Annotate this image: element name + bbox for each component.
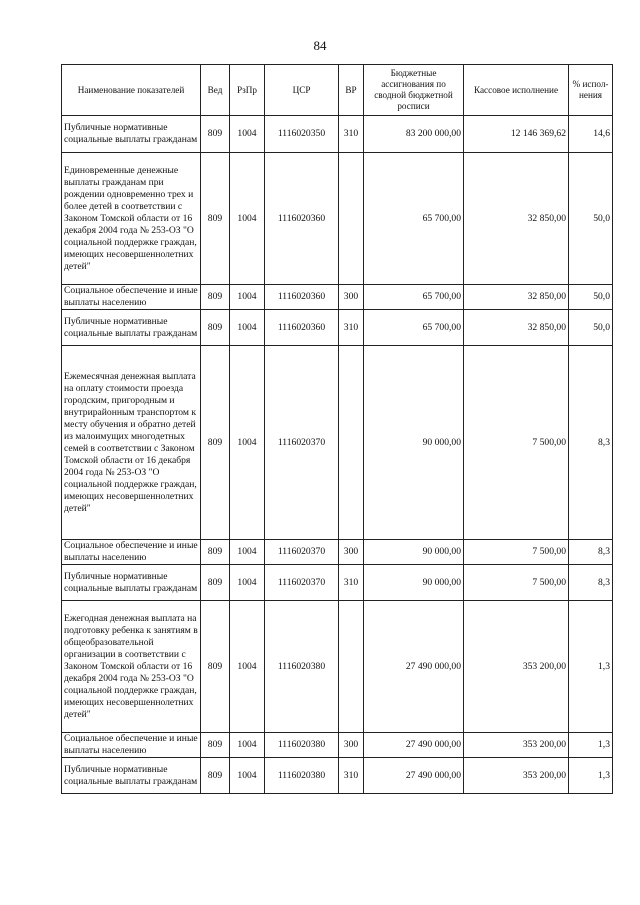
table-row bbox=[62, 733, 613, 758]
cell-cash-execution: 7 500,00 bbox=[464, 540, 569, 565]
cell-name: Социальное обеспечение и иные выплаты населению bbox=[62, 540, 201, 565]
cell-ved: 809 bbox=[201, 310, 230, 346]
cell-rzpr: 1004 bbox=[230, 285, 265, 310]
cell-ved: 809 bbox=[201, 540, 230, 565]
cell-rzpr: 1004 bbox=[230, 540, 265, 565]
cell-rzpr: 1004 bbox=[230, 601, 265, 733]
cell-vr: 310 bbox=[339, 310, 364, 346]
header-percent: % испол-нения bbox=[569, 65, 613, 116]
cell-vr bbox=[339, 153, 364, 285]
cell-cash-execution: 32 850,00 bbox=[464, 285, 569, 310]
table-row bbox=[62, 565, 613, 601]
table-row bbox=[62, 601, 613, 733]
cell-vr bbox=[339, 601, 364, 733]
cell-assignments: 27 490 000,00 bbox=[364, 733, 464, 758]
cell-rzpr: 1004 bbox=[230, 565, 265, 601]
cell-name: Ежегодная денежная выплата на подготовку ребенка к занятиям в общеобразовательной организации в соответствии с Законом Томской области от 16 декабря 2004 года № 253-ОЗ "О социальной поддержке граждан, имеющих несовершеннолетних детей" bbox=[62, 601, 201, 733]
cell-csr: 1116020360 bbox=[265, 285, 339, 310]
cell-cash-execution: 12 146 369,62 bbox=[464, 116, 569, 153]
table-row bbox=[62, 346, 613, 540]
cell-percent: 1,3 bbox=[569, 733, 613, 758]
cell-percent: 8,3 bbox=[569, 565, 613, 601]
cell-csr: 1116020360 bbox=[265, 153, 339, 285]
cell-csr: 1116020360 bbox=[265, 310, 339, 346]
cell-cash-execution: 32 850,00 bbox=[464, 153, 569, 285]
cell-rzpr: 1004 bbox=[230, 310, 265, 346]
cell-percent: 1,3 bbox=[569, 601, 613, 733]
cell-percent: 50,0 bbox=[569, 285, 613, 310]
cell-csr: 1116020380 bbox=[265, 758, 339, 794]
cell-percent: 1,3 bbox=[569, 758, 613, 794]
cell-ved: 809 bbox=[201, 116, 230, 153]
table-header-row bbox=[62, 65, 613, 116]
cell-name: Публичные нормативные социальные выплаты гражданам bbox=[62, 310, 201, 346]
cell-rzpr: 1004 bbox=[230, 116, 265, 153]
cell-ved: 809 bbox=[201, 733, 230, 758]
cell-rzpr: 1004 bbox=[230, 346, 265, 540]
cell-vr: 310 bbox=[339, 758, 364, 794]
header-ved: Вед bbox=[201, 65, 230, 116]
cell-ved: 809 bbox=[201, 346, 230, 540]
cell-percent: 50,0 bbox=[569, 153, 613, 285]
cell-assignments: 83 200 000,00 bbox=[364, 116, 464, 153]
cell-cash-execution: 7 500,00 bbox=[464, 565, 569, 601]
cell-cash-execution: 353 200,00 bbox=[464, 758, 569, 794]
cell-cash-execution: 32 850,00 bbox=[464, 310, 569, 346]
cell-assignments: 27 490 000,00 bbox=[364, 601, 464, 733]
cell-assignments: 90 000,00 bbox=[364, 565, 464, 601]
cell-vr: 310 bbox=[339, 565, 364, 601]
header-cash-execution: Кассовое исполнение bbox=[464, 65, 569, 116]
header-assignments: Бюджетные ассигнования по сводной бюджетной росписи bbox=[364, 65, 464, 116]
cell-ved: 809 bbox=[201, 565, 230, 601]
cell-ved: 809 bbox=[201, 285, 230, 310]
cell-assignments: 65 700,00 bbox=[364, 285, 464, 310]
table-row bbox=[62, 310, 613, 346]
cell-csr: 1116020350 bbox=[265, 116, 339, 153]
table-row bbox=[62, 758, 613, 794]
table-body bbox=[62, 116, 613, 794]
page-number: 84 bbox=[313, 38, 327, 53]
budget-table bbox=[61, 64, 613, 794]
cell-ved: 809 bbox=[201, 601, 230, 733]
cell-percent: 8,3 bbox=[569, 346, 613, 540]
cell-csr: 1116020380 bbox=[265, 733, 339, 758]
cell-assignments: 90 000,00 bbox=[364, 346, 464, 540]
cell-csr: 1116020370 bbox=[265, 540, 339, 565]
header-vr: ВР bbox=[339, 65, 364, 116]
cell-cash-execution: 353 200,00 bbox=[464, 733, 569, 758]
cell-vr: 300 bbox=[339, 540, 364, 565]
cell-rzpr: 1004 bbox=[230, 153, 265, 285]
cell-csr: 1116020380 bbox=[265, 601, 339, 733]
cell-assignments: 27 490 000,00 bbox=[364, 758, 464, 794]
cell-vr bbox=[339, 346, 364, 540]
cell-name: Единовременные денежные выплаты гражданам при рождении одновременно трех и более детей в соответствии с Законом Томской области от 16 декабря 2004 года № 253-ОЗ "О социальной поддержке граждан, имеющих несовершеннолетних детей" bbox=[62, 153, 201, 285]
table-row bbox=[62, 540, 613, 565]
cell-name: Ежемесячная денежная выплата на оплату стоимости проезда городским, пригородным и внутрирайонным транспортом к месту обучения и обратно детей из малоимущих многодетных семей в соответствии с Законом Томской области от 16 декабря 2004 года № 253-ОЗ "О социальной поддержке граждан, имеющих несовершеннолетних детей" bbox=[62, 346, 201, 540]
cell-assignments: 90 000,00 bbox=[364, 540, 464, 565]
table-row bbox=[62, 285, 613, 310]
cell-cash-execution: 353 200,00 bbox=[464, 601, 569, 733]
cell-percent: 14,6 bbox=[569, 116, 613, 153]
cell-percent: 8,3 bbox=[569, 540, 613, 565]
cell-name: Публичные нормативные социальные выплаты гражданам bbox=[62, 758, 201, 794]
cell-vr: 300 bbox=[339, 285, 364, 310]
cell-vr: 300 bbox=[339, 733, 364, 758]
header-rzpr: РзПр bbox=[230, 65, 265, 116]
cell-ved: 809 bbox=[201, 153, 230, 285]
table-row bbox=[62, 153, 613, 285]
header-csr: ЦСР bbox=[265, 65, 339, 116]
cell-csr: 1116020370 bbox=[265, 346, 339, 540]
cell-assignments: 65 700,00 bbox=[364, 153, 464, 285]
cell-name: Социальное обеспечение и иные выплаты населению bbox=[62, 733, 201, 758]
table-row bbox=[62, 116, 613, 153]
cell-csr: 1116020370 bbox=[265, 565, 339, 601]
cell-cash-execution: 7 500,00 bbox=[464, 346, 569, 540]
cell-percent: 50,0 bbox=[569, 310, 613, 346]
cell-ved: 809 bbox=[201, 758, 230, 794]
cell-name: Публичные нормативные социальные выплаты гражданам bbox=[62, 565, 201, 601]
cell-assignments: 65 700,00 bbox=[364, 310, 464, 346]
cell-vr: 310 bbox=[339, 116, 364, 153]
cell-rzpr: 1004 bbox=[230, 733, 265, 758]
cell-rzpr: 1004 bbox=[230, 758, 265, 794]
header-name: Наименование показателей bbox=[62, 65, 201, 116]
cell-name: Социальное обеспечение и иные выплаты населению bbox=[62, 285, 201, 310]
cell-name: Публичные нормативные социальные выплаты гражданам bbox=[62, 116, 201, 153]
